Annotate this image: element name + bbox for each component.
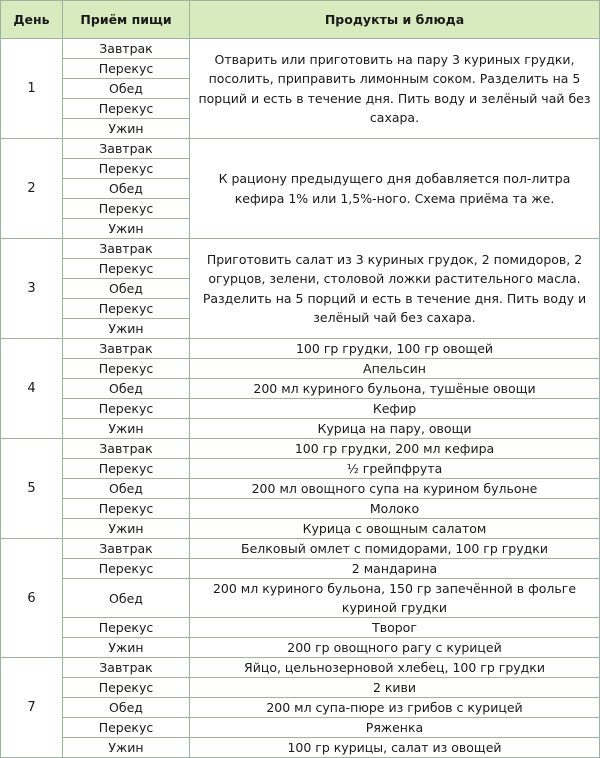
meal-name: Ужин: [63, 638, 190, 658]
meal-name: Перекус: [63, 459, 190, 479]
day-number: 7: [1, 658, 63, 758]
day-food-description: К рациону предыдущего дня добавляется пол-литра кефира 1% или 1,5%-ного. Схема приёма та же.: [190, 139, 600, 239]
day-number: 4: [1, 339, 63, 439]
food-cell: 200 мл супа-пюре из грибов с курицей: [190, 698, 600, 718]
day-food-description: Приготовить салат из 3 куриных грудок, 2 помидоров, 2 огурцов, зелени, столовой ложки растительного масла. Разделить на 5 порций и есть в течение дня. Пить воду и зелёный чай без сахара.: [190, 239, 600, 339]
food-cell: 200 мл куриного бульона, тушёные овощи: [190, 379, 600, 399]
table-row: [1, 499, 600, 519]
day-number: 1: [1, 39, 63, 139]
meal-name: Ужин: [63, 738, 190, 758]
food-cell: Творог: [190, 618, 600, 638]
table-row: [1, 658, 600, 678]
header-food: Продукты и блюда: [190, 1, 600, 39]
meal-name: Перекус: [63, 499, 190, 519]
table-row: [1, 439, 600, 459]
meal-name: Перекус: [63, 399, 190, 419]
food-cell: 100 гр курицы, салат из овощей: [190, 738, 600, 758]
table-row: [1, 239, 600, 259]
food-cell: Курица с овощным салатом: [190, 519, 600, 539]
meal-name: Обед: [63, 698, 190, 718]
food-cell: ½ грейпфрута: [190, 459, 600, 479]
table-row: [1, 399, 600, 419]
food-cell: Белковый омлет с помидорами, 100 гр грудки: [190, 539, 600, 559]
meal-name: Ужин: [63, 519, 190, 539]
meal-name: Перекус: [63, 678, 190, 698]
header-row: [1, 1, 600, 39]
meal-name: Перекус: [63, 718, 190, 738]
header-meal: Приём пищи: [63, 1, 190, 39]
table-row: [1, 459, 600, 479]
meal-name: Перекус: [63, 559, 190, 579]
food-cell: Яйцо, цельнозерновой хлебец, 100 гр грудки: [190, 658, 600, 678]
food-cell: Кефир: [190, 399, 600, 419]
food-cell: Апельсин: [190, 359, 600, 379]
day-food-description: Отварить или приготовить на пару 3 куриных грудки, посолить, приправить лимонным соком. Разделить на 5 порций и есть в течение дня. Пить воду и зелёный чай без сахара.: [190, 39, 600, 139]
meal-name: Завтрак: [63, 239, 190, 259]
table-row: [1, 738, 600, 758]
food-cell: 2 мандарина: [190, 559, 600, 579]
table-row: [1, 539, 600, 559]
day-number: 2: [1, 139, 63, 239]
table-row: [1, 39, 600, 59]
meal-name: Ужин: [63, 219, 190, 239]
meal-name: Завтрак: [63, 39, 190, 59]
day-number: 3: [1, 239, 63, 339]
table-row: [1, 618, 600, 638]
table-row: [1, 718, 600, 738]
table-row: [1, 678, 600, 698]
meal-name: Ужин: [63, 419, 190, 439]
meal-name: Перекус: [63, 299, 190, 319]
meal-name: Обед: [63, 79, 190, 99]
meal-name: Обед: [63, 179, 190, 199]
table-row: [1, 359, 600, 379]
table-row: [1, 559, 600, 579]
food-cell: Ряженка: [190, 718, 600, 738]
food-cell: Курица на пару, овощи: [190, 419, 600, 439]
meal-name: Перекус: [63, 159, 190, 179]
table-row: [1, 339, 600, 359]
meal-name: Завтрак: [63, 439, 190, 459]
meal-name: Ужин: [63, 119, 190, 139]
meal-name: Обед: [63, 479, 190, 499]
table-row: [1, 638, 600, 658]
food-cell: 200 гр овощного рагу с курицей: [190, 638, 600, 658]
meal-name: Завтрак: [63, 139, 190, 159]
table-row: [1, 698, 600, 718]
table-row: [1, 419, 600, 439]
meal-name: Перекус: [63, 618, 190, 638]
food-cell: 100 гр грудки, 200 мл кефира: [190, 439, 600, 459]
header-day: День: [1, 1, 63, 39]
food-cell: 2 киви: [190, 678, 600, 698]
table-row: [1, 379, 600, 399]
table-row: [1, 479, 600, 499]
meal-name: Перекус: [63, 59, 190, 79]
meal-name: Перекус: [63, 199, 190, 219]
meal-name: Перекус: [63, 359, 190, 379]
meal-name: Обед: [63, 579, 190, 618]
meal-name: Обед: [63, 279, 190, 299]
meal-name: Перекус: [63, 99, 190, 119]
food-cell: 100 гр грудки, 100 гр овощей: [190, 339, 600, 359]
table-row: [1, 519, 600, 539]
day-number: 6: [1, 539, 63, 658]
food-cell: 200 мл куриного бульона, 150 гр запечённой в фольге куриной грудки: [190, 579, 600, 618]
food-cell: Молоко: [190, 499, 600, 519]
meal-name: Завтрак: [63, 339, 190, 359]
meal-name: Перекус: [63, 259, 190, 279]
meal-name: Завтрак: [63, 658, 190, 678]
meal-name: Завтрак: [63, 539, 190, 559]
food-cell: 200 мл овощного супа на курином бульоне: [190, 479, 600, 499]
day-number: 5: [1, 439, 63, 539]
meal-name: Ужин: [63, 319, 190, 339]
table-row: [1, 579, 600, 618]
meal-name: Обед: [63, 379, 190, 399]
table-row: [1, 139, 600, 159]
